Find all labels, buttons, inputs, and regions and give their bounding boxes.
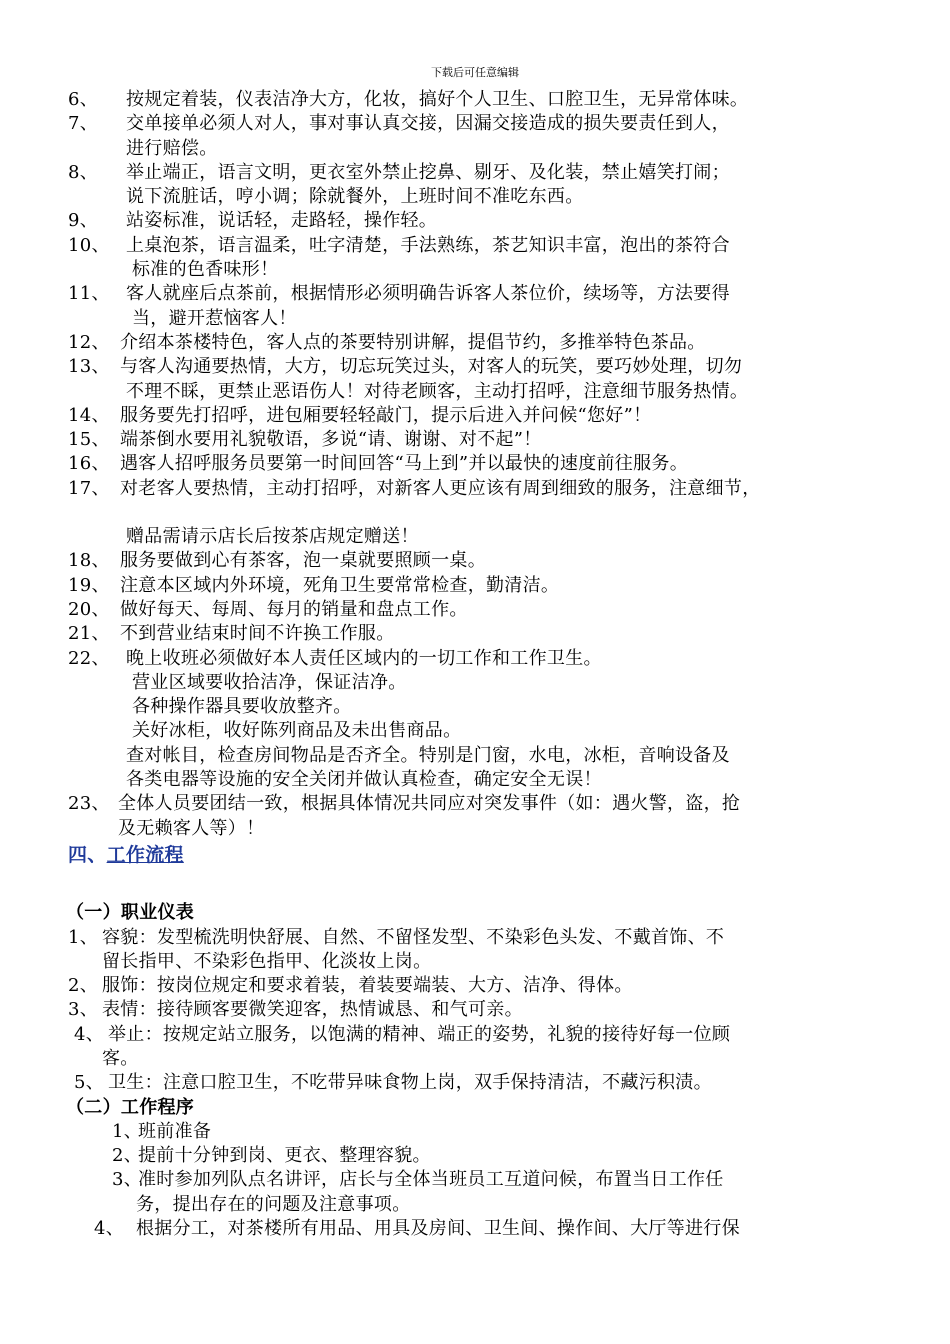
rule-text: 对老客人要热情，主动打招呼，对新客人更应该有周到细致的服务，注意细节， [120, 477, 761, 499]
rule-item [68, 331, 890, 355]
item-text-cont: 留长指甲、不染彩色指甲、化淡妆上岗。 [102, 950, 432, 972]
item-number: 2、 [112, 1145, 143, 1167]
item-number: 1、 [112, 1120, 143, 1142]
rule-text: 举止端正，语言文明，更衣室外禁止挖鼻、剔牙、及化装，禁止嬉笑打闹； [126, 161, 730, 183]
list-item [68, 1168, 890, 1192]
rule-22-sub: 各种操作器具要收放整齐。 [132, 696, 352, 718]
document-body [68, 88, 890, 1241]
rule-text: 上桌泡茶，语言温柔，吐字清楚，手法熟练，茶艺知识丰富，泡出的茶符合 [126, 234, 730, 256]
item-text: 准时参加列队点名讲评，店长与全体当班员工互道问候，布置当日工作任 [138, 1169, 724, 1191]
rule-item [68, 404, 890, 428]
item-number: 4、 [94, 1218, 125, 1240]
rule-item [68, 161, 890, 185]
rule-item [68, 355, 890, 379]
list-item [68, 1217, 890, 1241]
item-text-cont: 客。 [102, 1047, 139, 1069]
rule-item [68, 574, 890, 598]
item-text: 举止：按规定站立服务，以饱满的精神、端正的姿势，礼貌的接待好每一位顾 [108, 1023, 731, 1045]
rule-number: 9、 [68, 210, 99, 232]
item-text: 服饰：按岗位规定和要求着装，着装要端装、大方、洁净、得体。 [102, 975, 633, 997]
list-item [68, 1144, 890, 1168]
item-number: 3、 [68, 999, 99, 1021]
page-header: 下载后可任意编辑 [431, 66, 519, 79]
rule-22-sub: 查对帐目，检查房间物品是否齐全。特别是门窗，水电，冰柜，音响设备及 [126, 744, 730, 766]
rule-text: 晚上收班必须做好本人责任区域内的一切工作和工作卫生。 [126, 647, 602, 669]
rule-item [68, 112, 890, 136]
rule-text: 介绍本茶楼特色，客人点的茶要特别讲解，提倡节约，多推举特色茶品。 [120, 331, 706, 353]
rule-number: 19、 [68, 574, 110, 596]
item-number: 3、 [112, 1169, 143, 1191]
rule-text: 与客人沟通要热情，大方，切忘玩笑过头，对客人的玩笑，要巧妙处理，切勿 [120, 356, 743, 378]
rule-number: 14、 [68, 404, 110, 426]
rule-number: 13、 [68, 356, 110, 378]
list-item [68, 926, 890, 950]
rule-number: 7、 [68, 113, 99, 135]
rule-text-cont: 及无赖客人等）！ [118, 817, 265, 839]
subsection-title: （一）职业仪表 [66, 902, 195, 924]
rule-text-cont: 标准的色香味形！ [132, 259, 279, 281]
item-number: 4、 [74, 1023, 105, 1045]
rule-text: 站姿标准，说话轻，走路轻，操作轻。 [126, 210, 438, 232]
subsection-title: （二）工作程序 [66, 1096, 195, 1118]
rule-text: 做好每天、每周、每月的销量和盘点工作。 [120, 598, 468, 620]
rule-item [68, 428, 890, 452]
item-number: 5、 [74, 1072, 105, 1094]
rule-text-cont: 不理不睬，更禁止恶语伤人！对待老顾客，主动打招呼，注意细节服务热情。 [126, 380, 749, 402]
rule-number: 21、 [68, 623, 110, 645]
section-title: 工作流程 [106, 843, 184, 866]
item-text-cont: 务，提出存在的问题及注意事项。 [136, 1193, 411, 1215]
item-text: 表情：接待顾客要微笑迎客，热情诚恳、和气可亲。 [102, 999, 523, 1021]
rule-number: 16、 [68, 453, 110, 475]
rule-text: 服务要先打招呼，进包厢要轻轻敲门，提示后进入并问候“您好”！ [120, 404, 652, 426]
rule-item [68, 88, 890, 112]
rule-text: 全体人员要团结一致，根据具体情况共同应对突发事件（如：遇火警，盗，抢 [118, 793, 741, 815]
rule-item [68, 452, 890, 476]
item-number: 2、 [68, 975, 99, 997]
rule-item [68, 282, 890, 306]
procedure-list [68, 1120, 890, 1241]
rule-item [68, 234, 890, 258]
rule-item [68, 477, 890, 501]
item-text: 提前十分钟到岗、更衣、整理容貌。 [138, 1145, 431, 1167]
rule-item [68, 598, 890, 622]
rule-number: 20、 [68, 598, 110, 620]
rule-item [68, 647, 890, 671]
rule-item [68, 209, 890, 233]
rule-number: 15、 [68, 429, 110, 451]
rule-text: 遇客人招呼服务员要第一时间回答“马上到”并以最快的速度前往服务。 [120, 453, 689, 475]
list-item [68, 1120, 890, 1144]
rule-text: 客人就座后点茶前，根据情形必须明确告诉客人茶位价，续场等，方法要得 [126, 283, 730, 305]
item-number: 1、 [68, 926, 99, 948]
rule-text-cont: 说下流脏话，哼小调；除就餐外，上班时间不准吃东西。 [126, 186, 584, 208]
rule-number: 10、 [68, 234, 110, 256]
section-heading [68, 843, 890, 867]
list-item [68, 974, 890, 998]
section-prefix: 四、 [68, 843, 107, 866]
rule-text: 服务要做到心有茶客，泡一桌就要照顾一桌。 [120, 550, 486, 572]
blank-line [68, 501, 890, 525]
rule-text-cont: 当，避开惹恼客人！ [132, 307, 297, 329]
blank-line [68, 867, 890, 901]
rule-text: 端茶倒水要用礼貌敬语，多说“请、谢谢、对不起”！ [120, 429, 542, 451]
rule-item [68, 549, 890, 573]
item-text: 班前准备 [138, 1120, 212, 1142]
rule-22-sub: 各类电器等设施的安全关闭并做认真检查，确定安全无误！ [126, 769, 602, 791]
item-text: 根据分工，对茶楼所有用品、用具及房间、卫生间、操作间、大厅等进行保 [136, 1218, 740, 1240]
rule-item [68, 792, 890, 816]
rule-22-sub: 营业区域要收拾洁净，保证洁净。 [132, 671, 407, 693]
item-text: 容貌：发型梳洗明快舒展、自然、不留怪发型、不染彩色头发、不戴首饰、不 [102, 926, 725, 948]
item-text: 卫生：注意口腔卫生，不吃带异味食物上岗，双手保持清洁，不藏污积渍。 [108, 1072, 712, 1094]
rule-number: 22、 [68, 647, 110, 669]
rule-number: 17、 [68, 477, 110, 499]
rule-number: 11、 [68, 283, 110, 305]
rule-item [68, 622, 890, 646]
rule-text: 交单接单必须人对人，事对事认真交接，因漏交接造成的损失要责任到人， [126, 113, 730, 135]
list-item [68, 1071, 890, 1095]
rule-text: 按规定着装，仪表洁净大方，化妆，搞好个人卫生、口腔卫生，无异常体味。 [126, 89, 749, 110]
rule-22-sub: 关好冰柜，收好陈列商品及未出售商品。 [132, 720, 462, 742]
appearance-list [68, 926, 890, 1096]
rule-text-cont: 进行赔偿。 [126, 137, 218, 159]
rule-text: 注意本区域内外环境，死角卫生要常常检查，勤清洁。 [120, 574, 560, 596]
rule-number: 8、 [68, 161, 99, 183]
rule-number: 23、 [68, 793, 110, 815]
rule-number: 12、 [68, 331, 110, 353]
rule-number: 18、 [68, 550, 110, 572]
list-item [68, 1023, 890, 1047]
list-item [68, 998, 890, 1022]
rule-text-cont: 赠品需请示店长后按茶店规定赠送！ [126, 526, 419, 548]
rule-number: 6、 [68, 89, 99, 110]
rule-text: 不到营业结束时间不许换工作服。 [120, 623, 395, 645]
